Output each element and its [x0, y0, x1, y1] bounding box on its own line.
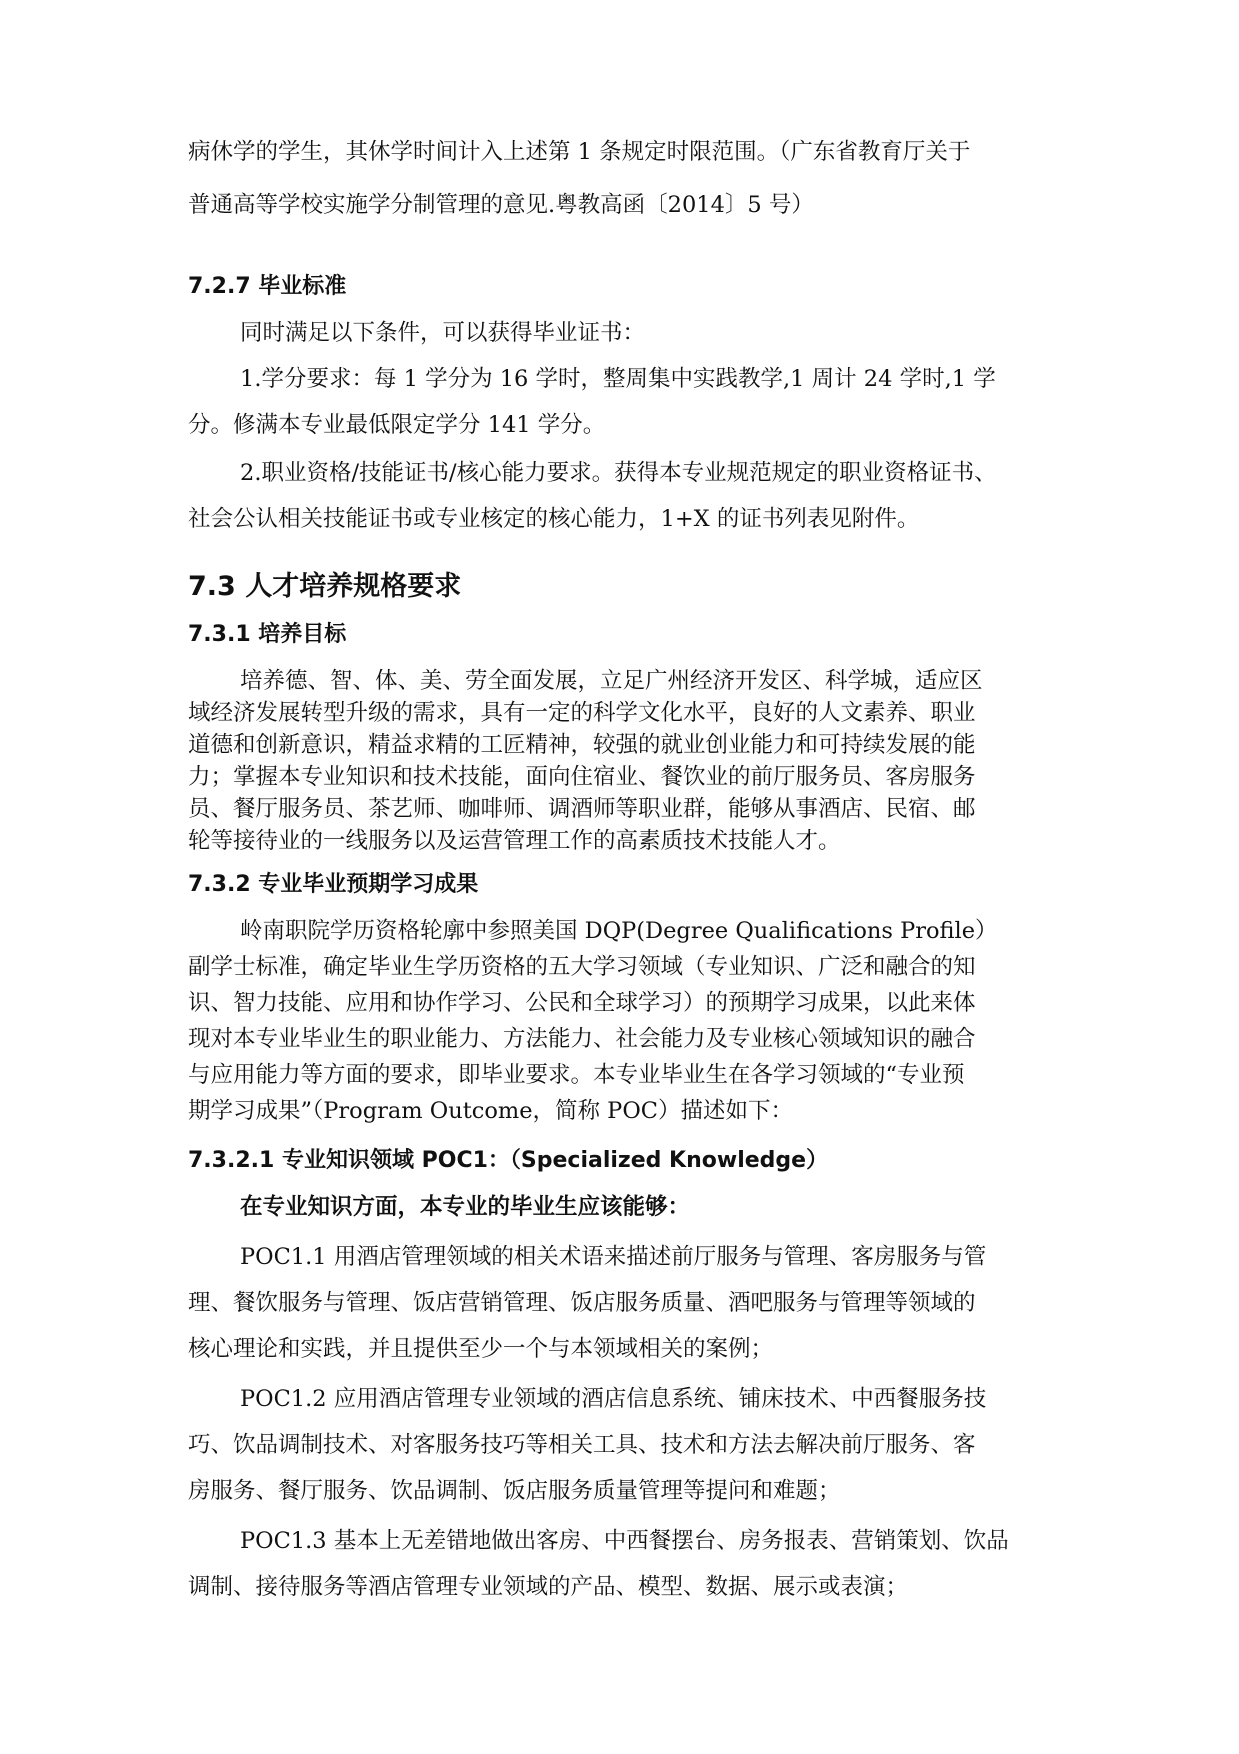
outcome-intro-line-4: 现对本专业毕业生的职业能力、方法能力、社会能力及专业核心领域知识的融合 [188, 1026, 976, 1052]
objective-line-2: 域经济发展转型升级的需求，具有一定的科学文化水平，良好的人文素养、职业 [188, 700, 976, 726]
poc11-line-3: 核心理论和实践，并且提供至少一个与本领域相关的案例； [188, 1336, 774, 1362]
carryover-line-1: 病休学的学生，其休学时间计入上述第 1 条规定时限范围。（广东省教育厅关于 [188, 139, 971, 165]
objective-line-4: 力；掌握本专业知识和技术技能，面向住宿业、餐饮业的前厅服务员、客房服务 [188, 764, 976, 790]
poc12-line-3: 房服务、餐厅服务、饮品调制、饭店服务质量管理等提问和难题； [188, 1478, 841, 1504]
outcome-intro-line-3: 识、智力技能、应用和协作学习、公民和全球学习）的预期学习成果，以此来体 [188, 990, 976, 1016]
objective-line-5: 员、餐厅服务员、茶艺师、咖啡师、调酒师等职业群，能够从事酒店、民宿、邮 [188, 796, 976, 822]
section-heading-73: 7.3 人才培养规格要求 [188, 571, 462, 602]
outcome-intro-line-6: 期学习成果”（Program Outcome，简称 POC）描述如下： [188, 1098, 793, 1124]
objective-line-6: 轮等接待业的一线服务以及运营管理工作的高素质技术技能人才。 [188, 828, 841, 854]
section-heading-732: 7.3.2 专业毕业预期学习成果 [188, 872, 479, 897]
section-heading-727: 7.2.7 毕业标准 [188, 274, 347, 299]
poc13-line-2: 调制、接待服务等酒店管理专业领域的产品、模型、数据、展示或表演； [188, 1574, 909, 1600]
certificate-requirement-line-1: 2.职业资格/技能证书/核心能力要求。获得本专业规范规定的职业资格证书、 [240, 460, 997, 486]
knowledge-lead: 在专业知识方面，本专业的毕业生应该能够： [240, 1194, 691, 1220]
outcome-intro-line-2: 副学士标准，确定毕业生学历资格的五大学习领域（专业知识、广泛和融合的知 [188, 954, 976, 980]
poc11-line-2: 理、餐饮服务与管理、饭店营销管理、饭店服务质量、酒吧服务与管理等领域的 [188, 1290, 976, 1316]
poc12-line-2: 巧、饮品调制技术、对客服务技巧等相关工具、技术和方法去解决前厅服务、客 [188, 1432, 976, 1458]
graduation-intro: 同时满足以下条件，可以获得毕业证书： [240, 320, 646, 346]
credit-requirement-line-2: 分。修满本专业最低限定学分 141 学分。 [188, 412, 606, 438]
carryover-line-2: 普通高等学校实施学分制管理的意见.粤教高函〔2014〕5 号） [188, 192, 814, 218]
section-heading-731: 7.3.1 培养目标 [188, 622, 347, 647]
poc13-line-1: POC1.3 基本上无差错地做出客房、中西餐摆台、房务报表、营销策划、饮品 [240, 1528, 1009, 1554]
objective-line-1: 培养德、智、体、美、劳全面发展，立足广州经济开发区、科学城，适应区 [240, 668, 983, 694]
credit-requirement-line-1: 1.学分要求：每 1 学分为 16 学时，整周集中实践教学,1 周计 24 学时,1 学 [240, 366, 996, 392]
outcome-intro-line-5: 与应用能力等方面的要求，即毕业要求。本专业毕业生在各学习领域的“专业预 [188, 1062, 965, 1088]
objective-line-3: 道德和创新意识，精益求精的工匠精神，较强的就业创业能力和可持续发展的能 [188, 732, 976, 758]
certificate-requirement-line-2: 社会公认相关技能证书或专业核定的核心能力，1+X 的证书列表见附件。 [188, 506, 920, 532]
poc11-line-1: POC1.1 用酒店管理领域的相关术语来描述前厅服务与管理、客房服务与管 [240, 1244, 987, 1270]
poc12-line-1: POC1.2 应用酒店管理专业领域的酒店信息系统、铺床技术、中西餐服务技 [240, 1386, 987, 1412]
outcome-intro-line-1: 岭南职院学历资格轮廓中参照美国 DQP(Degree Qualifications Profile） [240, 918, 998, 944]
section-heading-7321: 7.3.2.1 专业知识领域 POC1：（Specialized Knowledge） [188, 1148, 829, 1173]
